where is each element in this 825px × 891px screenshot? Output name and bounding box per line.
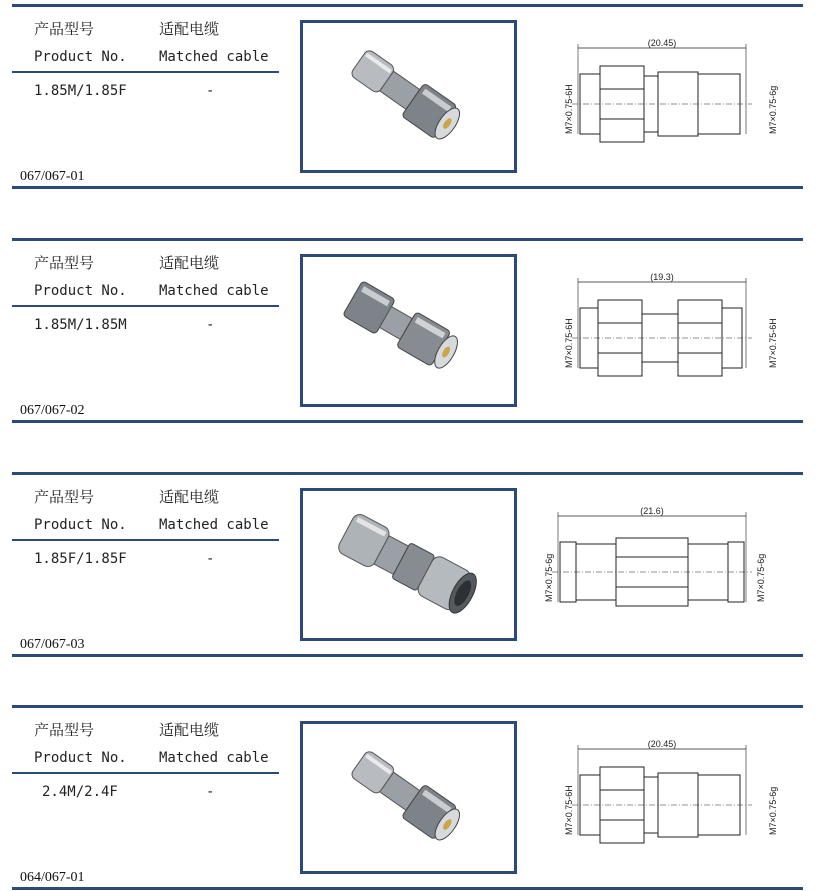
section-bottom-rule <box>12 186 803 189</box>
product-number: 1.85F/1.85F <box>34 551 127 567</box>
dimension-label: (21.6) <box>640 506 664 516</box>
technical-drawing <box>532 34 792 154</box>
header-en-cable: Matched cable <box>159 283 269 299</box>
header-en-product: Product No. <box>34 49 127 65</box>
header-cn-product: 产品型号 <box>34 488 95 506</box>
matched-cable: - <box>206 317 215 333</box>
header-cn-cable: 适配电缆 <box>159 721 220 739</box>
dimension-label: (19.3) <box>650 272 674 282</box>
adapter-image <box>303 23 514 170</box>
section-top-rule <box>12 705 803 708</box>
dimension-label: (20.45) <box>647 739 677 749</box>
adapter-image <box>303 491 514 638</box>
left-thread-label: M7×0.75-6H <box>564 785 574 835</box>
left-thread-label: M7×0.75-6H <box>564 84 574 134</box>
header-en-cable: Matched cable <box>159 49 269 65</box>
technical-drawing <box>532 268 792 388</box>
technical-drawing <box>512 502 772 622</box>
header-en-cable: Matched cable <box>159 517 269 533</box>
header-en-product: Product No. <box>34 517 127 533</box>
technical-drawing <box>532 735 792 855</box>
right-thread-label: M7×0.75-6H <box>768 318 778 368</box>
left-thread-label: M7×0.75-6g <box>544 553 554 602</box>
left-thread-label: M7×0.75-6H <box>564 318 574 368</box>
product-code: 067/067-01 <box>20 169 85 184</box>
header-divider <box>12 305 279 307</box>
product-section-2 <box>12 238 803 423</box>
header-cn-cable: 适配电缆 <box>159 254 220 272</box>
section-bottom-rule <box>12 420 803 423</box>
header-divider <box>12 772 279 774</box>
product-code: 067/067-02 <box>20 403 85 418</box>
adapter-image <box>303 724 514 871</box>
section-top-rule <box>12 4 803 7</box>
product-photo <box>300 488 517 641</box>
matched-cable: - <box>206 784 215 800</box>
product-number: 1.85M/1.85M <box>34 317 127 333</box>
product-number: 1.85M/1.85F <box>34 83 127 99</box>
product-section-4 <box>12 705 803 890</box>
header-en-product: Product No. <box>34 750 127 766</box>
header-divider <box>12 539 279 541</box>
product-photo <box>300 20 517 173</box>
product-code: 064/067-01 <box>20 870 85 885</box>
section-bottom-rule <box>12 654 803 657</box>
section-bottom-rule <box>12 887 803 890</box>
product-section-1 <box>12 4 803 189</box>
product-code: 067/067-03 <box>20 637 85 652</box>
product-number: 2.4M/2.4F <box>42 784 118 800</box>
header-cn-product: 产品型号 <box>34 20 95 38</box>
header-divider <box>12 71 279 73</box>
header-cn-cable: 适配电缆 <box>159 488 220 506</box>
header-en-product: Product No. <box>34 283 127 299</box>
header-cn-product: 产品型号 <box>34 721 95 739</box>
section-top-rule <box>12 238 803 241</box>
matched-cable: - <box>206 83 215 99</box>
product-photo <box>300 721 517 874</box>
header-cn-cable: 适配电缆 <box>159 20 220 38</box>
header-cn-product: 产品型号 <box>34 254 95 272</box>
adapter-image <box>303 257 514 404</box>
matched-cable: - <box>206 551 215 567</box>
section-top-rule <box>12 472 803 475</box>
right-thread-label: M7×0.75-6g <box>768 85 778 134</box>
product-photo <box>300 254 517 407</box>
right-thread-label: M7×0.75-6g <box>756 553 766 602</box>
product-section-3 <box>12 472 803 657</box>
right-thread-label: M7×0.75-6g <box>768 786 778 835</box>
header-en-cable: Matched cable <box>159 750 269 766</box>
dimension-label: (20.45) <box>647 38 677 48</box>
